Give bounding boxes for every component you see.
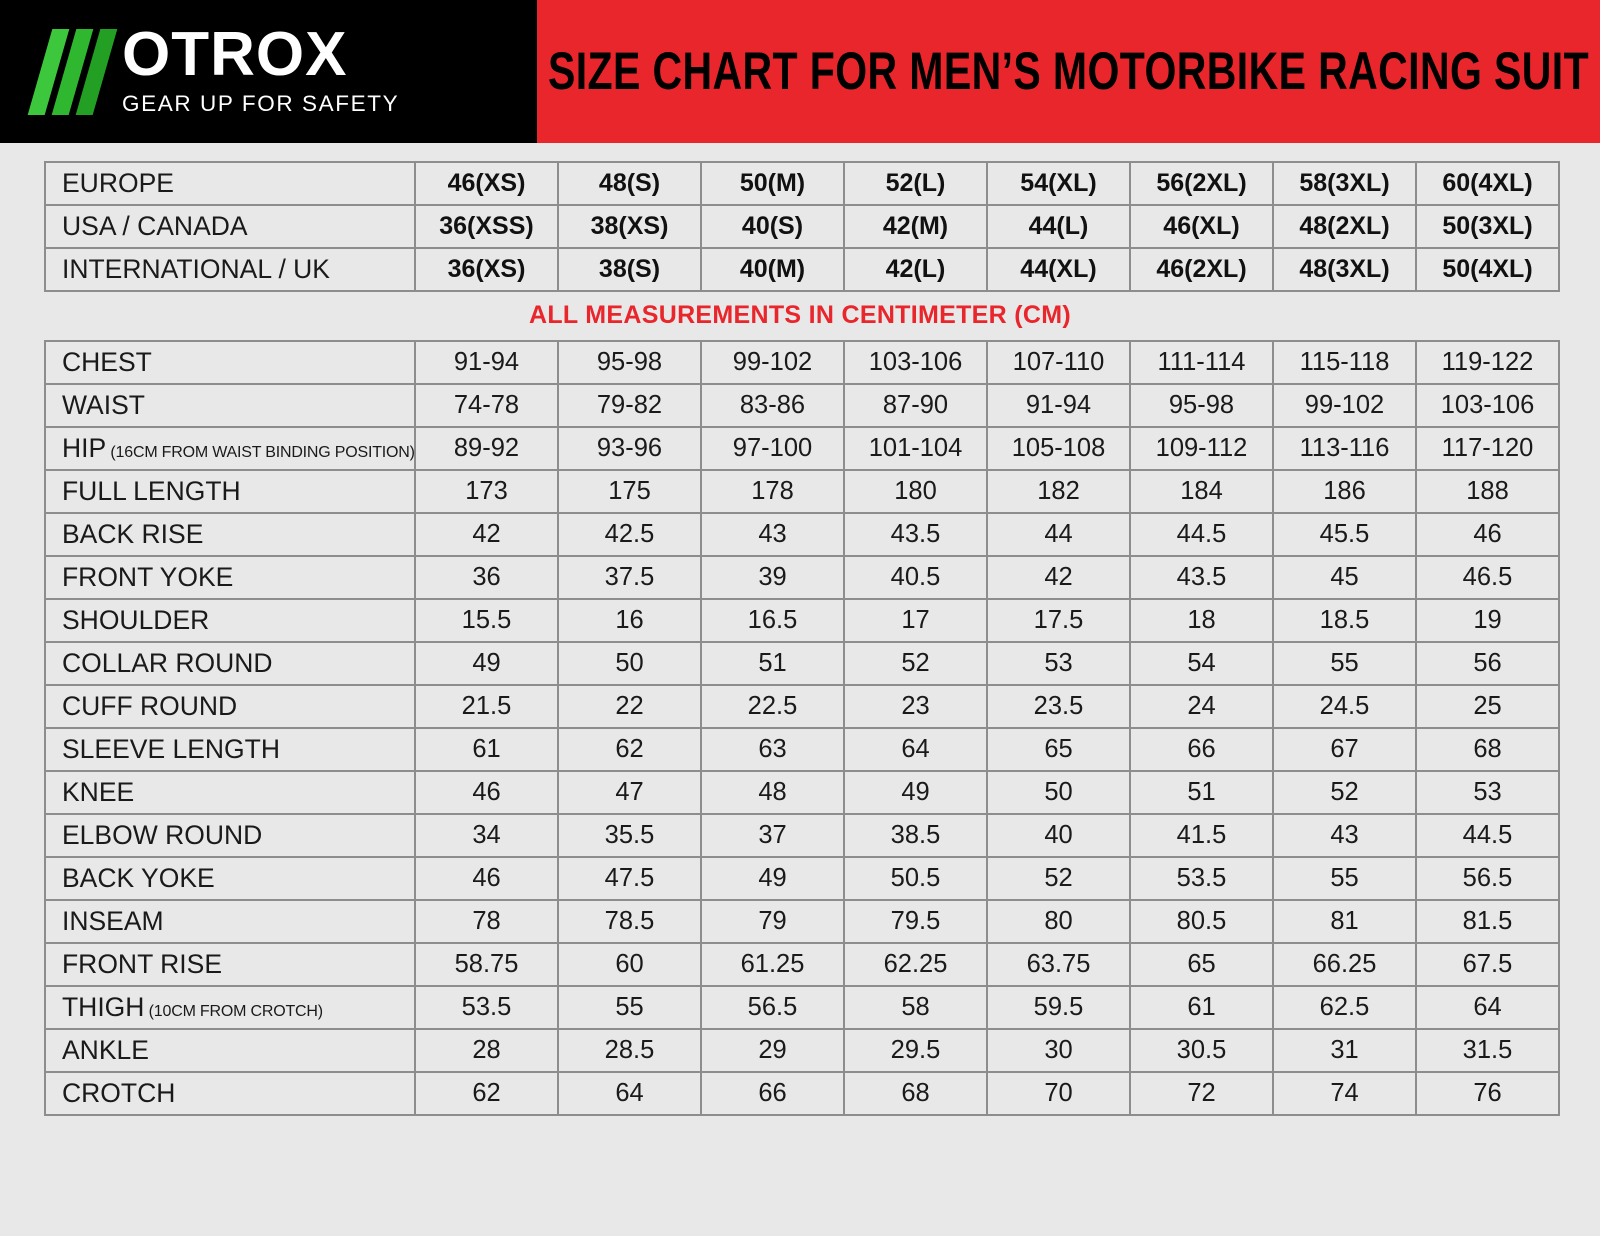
table-cell: 46(XL) xyxy=(1130,205,1273,248)
table-cell: 105-108 xyxy=(987,427,1130,470)
table-cell: 43 xyxy=(1273,814,1416,857)
table-cell: 56 xyxy=(1416,642,1559,685)
table-cell: 44.5 xyxy=(1130,513,1273,556)
table-row xyxy=(45,341,1559,384)
table-cell: 31 xyxy=(1273,1029,1416,1072)
row-label-text: INTERNATIONAL / UK xyxy=(62,254,330,284)
table-cell: 49 xyxy=(844,771,987,814)
table-cell: 34 xyxy=(415,814,558,857)
row-label xyxy=(45,1072,415,1115)
table-cell: 53.5 xyxy=(415,986,558,1029)
table-cell: 46(2XL) xyxy=(1130,248,1273,291)
table-cell: 19 xyxy=(1416,599,1559,642)
table-row xyxy=(45,814,1559,857)
row-label xyxy=(45,205,415,248)
table-cell: 66 xyxy=(701,1072,844,1115)
table-cell: 68 xyxy=(844,1072,987,1115)
table-cell: 40(S) xyxy=(701,205,844,248)
table-cell: 184 xyxy=(1130,470,1273,513)
table-cell: 48(3XL) xyxy=(1273,248,1416,291)
row-label-note: (10CM FROM CROTCH) xyxy=(144,1003,323,1020)
table-cell: 15.5 xyxy=(415,599,558,642)
table-row xyxy=(45,642,1559,685)
table-cell: 44 xyxy=(987,513,1130,556)
table-cell: 74 xyxy=(1273,1072,1416,1115)
table-cell: 115-118 xyxy=(1273,341,1416,384)
table-cell: 62.25 xyxy=(844,943,987,986)
row-label-text: FULL LENGTH xyxy=(62,476,241,506)
table-cell: 46 xyxy=(415,771,558,814)
table-cell: 50 xyxy=(987,771,1130,814)
table-cell: 70 xyxy=(987,1072,1130,1115)
row-label xyxy=(45,857,415,900)
row-label-text: BACK YOKE xyxy=(62,863,215,893)
table-cell: 180 xyxy=(844,470,987,513)
table-cell: 54 xyxy=(1130,642,1273,685)
table-cell: 53 xyxy=(987,642,1130,685)
table-cell: 63 xyxy=(701,728,844,771)
table-cell: 99-102 xyxy=(1273,384,1416,427)
row-label-text: USA / CANADA xyxy=(62,211,248,241)
table-cell: 42(L) xyxy=(844,248,987,291)
table-cell: 17 xyxy=(844,599,987,642)
row-label-text: CUFF ROUND xyxy=(62,691,238,721)
row-label-note: (16CM FROM WAIST BINDING POSITION) xyxy=(106,444,415,461)
measurements-table xyxy=(44,340,1560,1116)
row-label-text: KNEE xyxy=(62,777,135,807)
table-cell: 178 xyxy=(701,470,844,513)
table-cell: 22 xyxy=(558,685,701,728)
table-cell: 50(3XL) xyxy=(1416,205,1559,248)
size-chart-sheet xyxy=(0,143,1600,1116)
table-cell: 16.5 xyxy=(701,599,844,642)
row-label xyxy=(45,162,415,205)
row-label xyxy=(45,943,415,986)
row-label xyxy=(45,470,415,513)
table-cell: 74-78 xyxy=(415,384,558,427)
table-row xyxy=(45,599,1559,642)
table-cell: 30 xyxy=(987,1029,1130,1072)
table-cell: 188 xyxy=(1416,470,1559,513)
row-label xyxy=(45,556,415,599)
table-cell: 65 xyxy=(1130,943,1273,986)
table-cell: 44.5 xyxy=(1416,814,1559,857)
table-cell: 30.5 xyxy=(1130,1029,1273,1072)
table-cell: 59.5 xyxy=(987,986,1130,1029)
row-label xyxy=(45,248,415,291)
table-cell: 36(XS) xyxy=(415,248,558,291)
table-cell: 38.5 xyxy=(844,814,987,857)
table-cell: 89-92 xyxy=(415,427,558,470)
table-cell: 66.25 xyxy=(1273,943,1416,986)
table-cell: 93-96 xyxy=(558,427,701,470)
table-cell: 62 xyxy=(558,728,701,771)
table-cell: 55 xyxy=(1273,857,1416,900)
table-cell: 61 xyxy=(415,728,558,771)
table-cell: 48(2XL) xyxy=(1273,205,1416,248)
table-cell: 28 xyxy=(415,1029,558,1072)
table-cell: 117-120 xyxy=(1416,427,1559,470)
table-cell: 42 xyxy=(987,556,1130,599)
table-cell: 87-90 xyxy=(844,384,987,427)
table-cell: 81.5 xyxy=(1416,900,1559,943)
table-cell: 35.5 xyxy=(558,814,701,857)
table-cell: 186 xyxy=(1273,470,1416,513)
table-cell: 66 xyxy=(1130,728,1273,771)
table-cell: 56.5 xyxy=(1416,857,1559,900)
table-row xyxy=(45,513,1559,556)
row-label-text: ANKLE xyxy=(62,1035,149,1065)
table-cell: 38(S) xyxy=(558,248,701,291)
table-cell: 58(3XL) xyxy=(1273,162,1416,205)
table-cell: 53.5 xyxy=(1130,857,1273,900)
row-label xyxy=(45,642,415,685)
table-cell: 79-82 xyxy=(558,384,701,427)
row-label xyxy=(45,728,415,771)
row-label-text: FRONT YOKE xyxy=(62,562,234,592)
row-label-text: INSEAM xyxy=(62,906,164,936)
row-label xyxy=(45,513,415,556)
table-cell: 65 xyxy=(987,728,1130,771)
table-cell: 37 xyxy=(701,814,844,857)
title-banner xyxy=(537,0,1600,143)
table-cell: 103-106 xyxy=(844,341,987,384)
table-cell: 61 xyxy=(1130,986,1273,1029)
table-cell: 42(M) xyxy=(844,205,987,248)
table-cell: 52(L) xyxy=(844,162,987,205)
measurement-unit-note: ALL MEASUREMENTS IN CENTIMETER (CM) xyxy=(529,301,1071,329)
table-cell: 83-86 xyxy=(701,384,844,427)
row-label-text: EUROPE xyxy=(62,168,174,198)
table-cell: 16 xyxy=(558,599,701,642)
table-cell: 42.5 xyxy=(558,513,701,556)
table-row xyxy=(45,248,1559,291)
table-cell: 43 xyxy=(701,513,844,556)
table-cell: 113-116 xyxy=(1273,427,1416,470)
table-cell: 111-114 xyxy=(1130,341,1273,384)
table-cell: 56.5 xyxy=(701,986,844,1029)
table-cell: 47 xyxy=(558,771,701,814)
table-cell: 54(XL) xyxy=(987,162,1130,205)
table-row xyxy=(45,470,1559,513)
table-cell: 63.75 xyxy=(987,943,1130,986)
table-cell: 52 xyxy=(987,857,1130,900)
table-cell: 18 xyxy=(1130,599,1273,642)
table-cell: 55 xyxy=(558,986,701,1029)
table-row xyxy=(45,1072,1559,1115)
table-cell: 31.5 xyxy=(1416,1029,1559,1072)
table-cell: 44(XL) xyxy=(987,248,1130,291)
row-label xyxy=(45,986,415,1029)
table-cell: 47.5 xyxy=(558,857,701,900)
table-cell: 46 xyxy=(415,857,558,900)
table-row xyxy=(45,685,1559,728)
table-cell: 56(2XL) xyxy=(1130,162,1273,205)
table-cell: 97-100 xyxy=(701,427,844,470)
row-label-text: WAIST xyxy=(62,390,145,420)
table-cell: 62 xyxy=(415,1072,558,1115)
table-cell: 58 xyxy=(844,986,987,1029)
table-row xyxy=(45,900,1559,943)
table-cell: 43.5 xyxy=(844,513,987,556)
row-label-text: CHEST xyxy=(62,347,152,377)
table-cell: 60 xyxy=(558,943,701,986)
table-cell: 175 xyxy=(558,470,701,513)
table-cell: 67 xyxy=(1273,728,1416,771)
table-cell: 28.5 xyxy=(558,1029,701,1072)
row-label xyxy=(45,384,415,427)
table-row xyxy=(45,1029,1559,1072)
table-row xyxy=(45,384,1559,427)
table-cell: 80 xyxy=(987,900,1130,943)
table-cell: 50 xyxy=(558,642,701,685)
row-label xyxy=(45,685,415,728)
table-cell: 46(XS) xyxy=(415,162,558,205)
table-cell: 18.5 xyxy=(1273,599,1416,642)
table-cell: 40.5 xyxy=(844,556,987,599)
table-cell: 43.5 xyxy=(1130,556,1273,599)
table-cell: 24.5 xyxy=(1273,685,1416,728)
table-cell: 91-94 xyxy=(987,384,1130,427)
table-cell: 103-106 xyxy=(1416,384,1559,427)
table-cell: 44(L) xyxy=(987,205,1130,248)
row-label-text: SHOULDER xyxy=(62,605,210,635)
row-label-text: BACK RISE xyxy=(62,519,204,549)
table-cell: 42 xyxy=(415,513,558,556)
table-cell: 109-112 xyxy=(1130,427,1273,470)
table-cell: 50(M) xyxy=(701,162,844,205)
table-cell: 62.5 xyxy=(1273,986,1416,1029)
row-label xyxy=(45,1029,415,1072)
row-label-text: SLEEVE LENGTH xyxy=(62,734,280,764)
row-label xyxy=(45,900,415,943)
table-cell: 36 xyxy=(415,556,558,599)
table-cell: 23.5 xyxy=(987,685,1130,728)
table-cell: 81 xyxy=(1273,900,1416,943)
table-cell: 25 xyxy=(1416,685,1559,728)
size-equivalence-table xyxy=(44,161,1560,292)
table-cell: 61.25 xyxy=(701,943,844,986)
table-row xyxy=(45,556,1559,599)
row-label xyxy=(45,814,415,857)
page-header xyxy=(0,0,1600,143)
table-cell: 49 xyxy=(415,642,558,685)
table-cell: 101-104 xyxy=(844,427,987,470)
row-label-text: ELBOW ROUND xyxy=(62,820,263,850)
table-cell: 80.5 xyxy=(1130,900,1273,943)
table-cell: 78 xyxy=(415,900,558,943)
table-cell: 72 xyxy=(1130,1072,1273,1115)
table-cell: 17.5 xyxy=(987,599,1130,642)
table-cell: 64 xyxy=(1416,986,1559,1029)
table-cell: 95-98 xyxy=(1130,384,1273,427)
table-cell: 68 xyxy=(1416,728,1559,771)
table-cell: 55 xyxy=(1273,642,1416,685)
table-cell: 67.5 xyxy=(1416,943,1559,986)
table-cell: 60(4XL) xyxy=(1416,162,1559,205)
table-cell: 173 xyxy=(415,470,558,513)
table-cell: 64 xyxy=(844,728,987,771)
table-row xyxy=(45,205,1559,248)
table-cell: 107-110 xyxy=(987,341,1130,384)
row-label-text: HIP xyxy=(62,433,107,463)
page-title: SIZE CHART FOR MEN’S MOTORBIKE RACING SUIT xyxy=(547,41,1590,101)
table-cell: 36(XSS) xyxy=(415,205,558,248)
triple-slash-icon xyxy=(40,29,112,115)
table-cell: 50(4XL) xyxy=(1416,248,1559,291)
table-row xyxy=(45,986,1559,1029)
table-cell: 52 xyxy=(1273,771,1416,814)
table-cell: 46.5 xyxy=(1416,556,1559,599)
table-cell: 76 xyxy=(1416,1072,1559,1115)
table-cell: 29.5 xyxy=(844,1029,987,1072)
table-cell: 40(M) xyxy=(701,248,844,291)
table-row xyxy=(45,943,1559,986)
table-cell: 37.5 xyxy=(558,556,701,599)
table-cell: 21.5 xyxy=(415,685,558,728)
table-row xyxy=(45,728,1559,771)
table-row xyxy=(45,162,1559,205)
row-label-text: COLLAR ROUND xyxy=(62,648,273,678)
table-cell: 45 xyxy=(1273,556,1416,599)
table-cell: 53 xyxy=(1416,771,1559,814)
row-label xyxy=(45,341,415,384)
row-label-text: FRONT RISE xyxy=(62,949,222,979)
brand-logo-block xyxy=(0,0,537,143)
table-cell: 22.5 xyxy=(701,685,844,728)
table-cell: 40 xyxy=(987,814,1130,857)
table-cell: 51 xyxy=(1130,771,1273,814)
table-cell: 38(XS) xyxy=(558,205,701,248)
table-cell: 41.5 xyxy=(1130,814,1273,857)
row-label xyxy=(45,599,415,642)
table-cell: 119-122 xyxy=(1416,341,1559,384)
table-cell: 78.5 xyxy=(558,900,701,943)
table-cell: 58.75 xyxy=(415,943,558,986)
table-cell: 51 xyxy=(701,642,844,685)
row-label-text: CROTCH xyxy=(62,1078,176,1108)
table-cell: 48(S) xyxy=(558,162,701,205)
table-cell: 50.5 xyxy=(844,857,987,900)
table-cell: 182 xyxy=(987,470,1130,513)
table-cell: 91-94 xyxy=(415,341,558,384)
table-row xyxy=(45,771,1559,814)
table-cell: 64 xyxy=(558,1072,701,1115)
table-cell: 49 xyxy=(701,857,844,900)
row-label xyxy=(45,771,415,814)
table-cell: 95-98 xyxy=(558,341,701,384)
table-row xyxy=(45,857,1559,900)
table-cell: 39 xyxy=(701,556,844,599)
table-cell: 52 xyxy=(844,642,987,685)
table-cell: 24 xyxy=(1130,685,1273,728)
table-row xyxy=(45,427,1559,470)
table-cell: 79.5 xyxy=(844,900,987,943)
brand-name: OTROX xyxy=(122,19,348,89)
table-cell: 45.5 xyxy=(1273,513,1416,556)
table-cell: 23 xyxy=(844,685,987,728)
table-cell: 46 xyxy=(1416,513,1559,556)
brand-tagline: GEAR UP FOR SAFETY xyxy=(122,91,400,117)
row-label-text: THIGH xyxy=(62,992,145,1022)
table-cell: 48 xyxy=(701,771,844,814)
table-cell: 29 xyxy=(701,1029,844,1072)
table-cell: 79 xyxy=(701,900,844,943)
table-cell: 99-102 xyxy=(701,341,844,384)
row-label xyxy=(45,427,415,470)
